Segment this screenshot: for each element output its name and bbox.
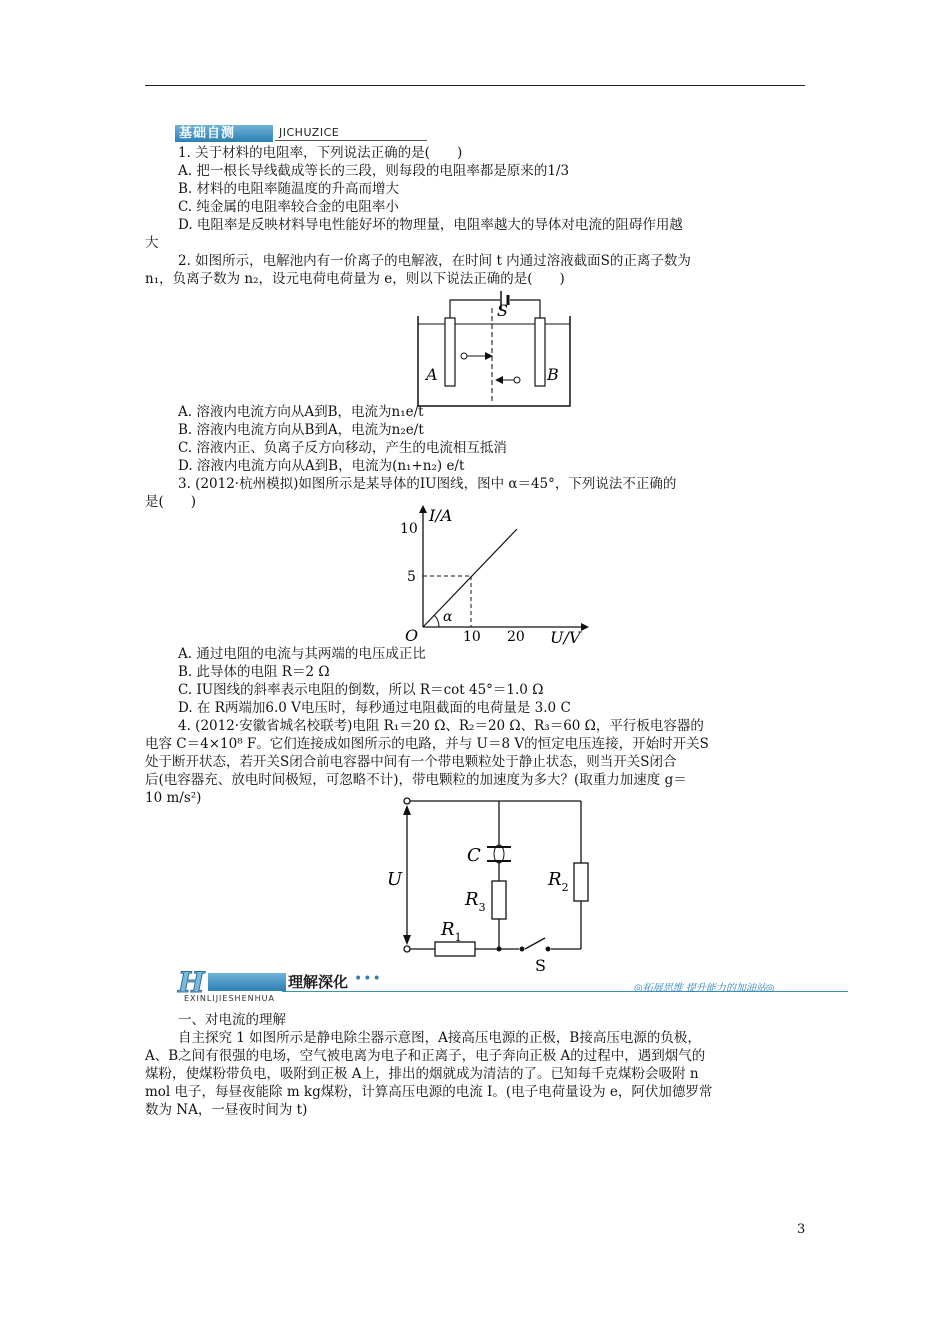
- subsection-heading: 一、对电流的理解: [178, 1012, 286, 1028]
- explore-para-4: mol 电子，每昼夜能除 m kg煤粉，计算高压电源的电流 I。(电子电荷量设为 e，阿伏加德罗常: [145, 1084, 713, 1100]
- section-subtitle: JICHUZICE: [279, 126, 340, 139]
- q1-option-d: D. 电阻率是反映材料导电性能好坏的物理量，电阻率越大的导体对电流的阻碍作用越: [178, 217, 683, 233]
- q4-stem-5: 10 m/s²): [145, 790, 202, 806]
- fig2-xtick-20: 20: [507, 629, 525, 645]
- fig3-label-r1: $R_1$: [441, 919, 462, 944]
- section-subtitle-2: EXINLIJIESHENHUA: [184, 994, 275, 1003]
- section-title: 理解深化: [288, 973, 349, 991]
- q4-stem-4: 后(电容器充、放电时间极短，可忽略不计)，带电颗粒的加速度为多大？(取重力加速度 g＝: [145, 772, 687, 788]
- q3-option-c: C. IU图线的斜率表示电阻的倒数，所以 R＝cot 45°＝1.0 Ω: [178, 682, 544, 698]
- q4-stem-3: 处于断开状态，若开关S闭合前电容器中间有一个带电颗粒处于静止状态，则当开关S闭合: [145, 754, 677, 770]
- q2-stem-cont: n₁，负离子数为 n₂，设元电荷电荷量为 e，则以下说法正确的是( ): [145, 271, 565, 287]
- fig3-label-s: S: [535, 956, 546, 973]
- fig2-xlabel: U/V: [550, 628, 581, 647]
- header-underline: [275, 140, 427, 141]
- q2-option-b: B. 溶液内电流方向从B到A，电流为n₂e/t: [178, 422, 424, 438]
- section-dots: •••: [354, 971, 382, 987]
- q1-option-b: B. 材料的电阻率随温度的升高而增大: [178, 181, 400, 197]
- q2-stem: 2. 如图所示，电解池内有一价离子的电解液，在时间 t 内通过溶液截面S的正离子数为: [178, 253, 691, 269]
- q1-stem: 1. 关于材料的电阻率，下列说法正确的是( ): [178, 145, 463, 161]
- fig2-ytick-10: 10: [400, 521, 418, 537]
- explore-para-3: 煤粉，使煤粉带负电，吸附到正极 A上，排出的烟就成为清洁的了。已知每千克煤粉会吸附 n: [145, 1066, 699, 1082]
- q4-stem: 4. (2012·安徽省城名校联考)电阻 R₁＝20 Ω、R₂＝20 Ω、R₃＝60 Ω，平行板电容器的: [178, 718, 704, 734]
- section-badge: 基础自测: [175, 125, 273, 142]
- q1-option-d-cont: 大: [145, 235, 159, 251]
- fig2-origin: O: [405, 626, 419, 645]
- fig3-label-r3: $R_3$: [465, 889, 486, 914]
- explore-para-1: 自主探究 1 如图所示是静电除尘器示意图，A接高压电源的正极，B接高压电源的负极，: [178, 1030, 701, 1046]
- q3-option-d: D. 在 R两端加6.0 V电压时，每秒通过电阻截面的电荷量是 3.0 C: [178, 700, 571, 716]
- q2-option-c: C. 溶液内正、负离子反方向移动，产生的电流相互抵消: [178, 440, 507, 456]
- fig3-label-u: U: [387, 869, 403, 890]
- section-header-deepen: [178, 966, 848, 1007]
- fig2-alpha: α: [443, 609, 453, 625]
- section-header-basic: [175, 125, 427, 143]
- explore-para-2: A、B之间有很强的电场，空气被电离为电子和正离子，电子奔向正极 A的过程中，遇到烟气的: [145, 1048, 706, 1064]
- q3-stem: 3. (2012·杭州模拟)如图所示是某导体的IU图线，图中 α＝45°，下列说法不正确的: [178, 476, 677, 492]
- q4-stem-2: 电容 C＝4×10⁸ F。它们连接成如图所示的电路，并与 U＝8 V的恒定电压连接，开始时开关S: [145, 736, 709, 752]
- top-rule: [145, 85, 805, 86]
- fig3-label-c: C: [467, 845, 481, 866]
- q2-option-a: A. 溶液内电流方向从A到B，电流为n₁e/t: [178, 404, 424, 420]
- section-slogan: ◎拓展思维 提升能力的加油站◎: [634, 983, 775, 994]
- fig2-ylabel: I/A: [429, 506, 453, 525]
- q3-stem-cont: 是( ): [145, 494, 197, 510]
- fig2-xtick-10: 10: [463, 629, 481, 645]
- section-logo: H: [178, 966, 205, 999]
- explore-para-5: 数为 NA，一昼夜时间为 t): [145, 1102, 308, 1118]
- fig2-ytick-5: 5: [407, 569, 416, 585]
- q1-option-a: A. 把一根长导线截成等长的三段，则每段的电阻率都是原来的1/3: [178, 163, 570, 179]
- q2-option-d: D. 溶液内电流方向从A到B，电流为(n₁+n₂) e/t: [178, 458, 465, 474]
- page-number: 3: [797, 1222, 806, 1237]
- fig1-label-a: A: [426, 365, 438, 384]
- electrolysis-figure: [415, 278, 575, 408]
- fig3-label-r2: $R_2$: [548, 869, 569, 894]
- q3-option-a: A. 通过电阻的电流与其两端的电压成正比: [178, 646, 426, 662]
- fig1-label-s: S: [497, 301, 508, 320]
- q3-option-b: B. 此导体的电阻 R＝2 Ω: [178, 664, 330, 680]
- circuit-figure: [385, 793, 605, 973]
- fig1-label-b: B: [547, 365, 559, 384]
- iu-graph-figure: [395, 503, 595, 648]
- q1-option-c: C. 纯金属的电阻率较合金的电阻率小: [178, 199, 399, 215]
